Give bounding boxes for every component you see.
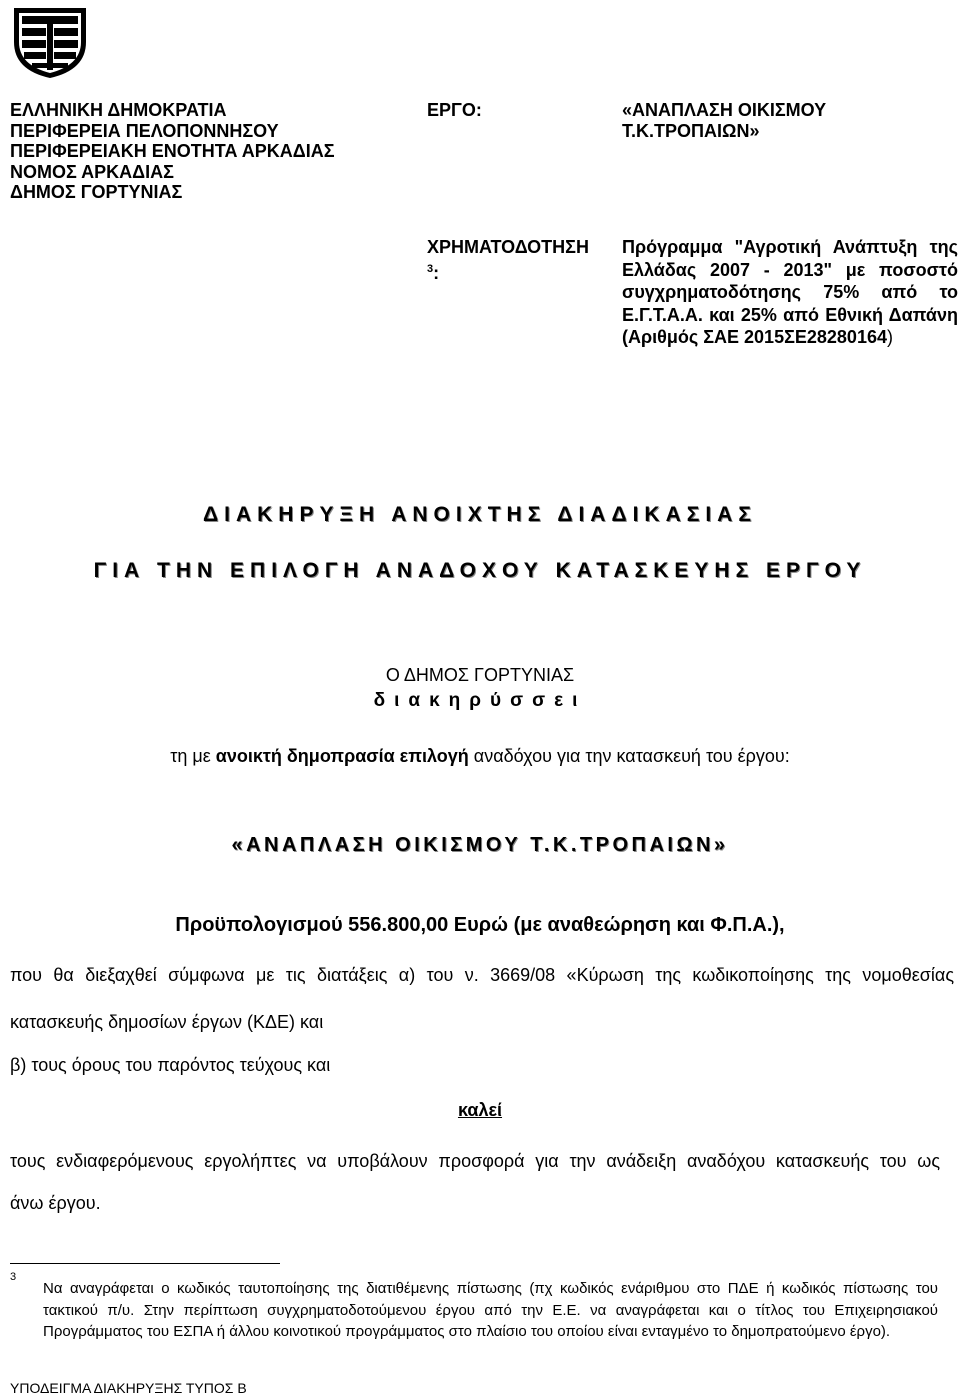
- body-paragraph: που θα διεξαχθεί σύμφωνα με τις διατάξεις α) του ν. 3669/08 «Κύρωση της κωδικοποίησης της νομοθεσίας: [10, 965, 954, 985]
- method-prefix: τη με: [170, 746, 216, 766]
- funding-description: [622, 236, 958, 349]
- funding-close-paren: ): [886, 327, 893, 348]
- issuing-authority-block: [10, 100, 335, 203]
- footnote-text: Να αναγράφεται ο κωδικός ταυτοποίησης της διατιθέμενης πίστωσης (πχ κωδικός ενάριθμου στο ΠΔΕ ή κωδικός πίστωσης του τακτικού π/υ. Στην περίπτωση συγχρηματοδοτούμενου έργου από την Ε.Ε. να αναγράφεται και ο τίτλος του Επιχειρησιακού Προγράμματος του ΕΣΠΑ ή άλλου κοινοτικού προγράμματος στο πλαίσιο του οποίου είναι ενταγμένο το δημοπρατούμενο έργο).: [43, 1280, 938, 1340]
- body-paragraph: άνω έργου.: [10, 1193, 101, 1213]
- funding-label-colon: :: [433, 263, 440, 283]
- funding-label-text: ΧΡΗΜΑΤΟΔΟΤΗΣΗ: [427, 237, 589, 257]
- document-title-line-1: ΔΙΑΚΗΡΥΞΗ ΑΝΟΙΧΤΗΣ ΔΙΑΔΙΚΑΣΙΑΣ: [203, 503, 757, 526]
- proclaims-word: διακηρύσσει: [373, 690, 587, 711]
- body-paragraph: β) τους όρους του παρόντος τεύχους και: [10, 1055, 331, 1075]
- project-label: ΕΡΓΟ:: [427, 100, 482, 120]
- authority-line: ΝΟΜΟΣ ΑΡΚΑΔΙΑΣ: [10, 161, 174, 182]
- funding-label: [427, 236, 589, 284]
- method-suffix: αναδόχου για την κατασκευή του έργου:: [468, 746, 790, 766]
- project-title: «ΑΝΑΠΛΑΣΗ ΟΙΚΙΣΜΟΥ Τ.Κ.ΤΡΟΠΑΙΩΝ»: [231, 834, 729, 856]
- body-paragraph: κατασκευής δημοσίων έργων (ΚΔΕ) και: [10, 1012, 324, 1032]
- footnote-separator: [10, 1263, 280, 1264]
- project-name-line: «ΑΝΑΠΛΑΣΗ ΟΙΚΙΣΜΟΥ: [622, 100, 827, 120]
- method-emphasis: ανοικτή δημοπρασία επιλογή: [215, 746, 469, 766]
- authority-line: ΠΕΡΙΦΕΡΕΙΑ ΠΕΛΟΠΟΝΝΗΣΟΥ: [10, 120, 279, 141]
- invites-heading: καλεί: [457, 1100, 503, 1120]
- authority-line: ΠΕΡΙΦΕΡΕΙΑΚΗ ΕΝΟΤΗΤΑ ΑΡΚΑΔΙΑΣ: [10, 141, 335, 161]
- project-name-header: [622, 100, 826, 141]
- authority-line: ΕΛΛΗΝΙΚΗ ΔΗΜΟΚΡΑΤΙΑ: [10, 100, 227, 120]
- footnote-reference: 3: [427, 263, 434, 275]
- municipality-statement: Ο ΔΗΜΟΣ ΓΟΡΤΥΝΙΑΣ: [385, 665, 575, 685]
- project-name-line: Τ.Κ.ΤΡΟΠΑΙΩΝ»: [622, 120, 760, 141]
- document-footer-name: ΥΠΟΔΕΙΓΜΑ ΔΙΑΚΗΡΥΞΗΣ ΤΥΠΟΣ Β: [10, 1380, 247, 1396]
- procedure-method: [0, 746, 960, 767]
- budget-statement: Προϋπολογισμού 556.800,00 Ευρώ (με αναθεώρηση και Φ.Π.Α.),: [175, 914, 785, 936]
- document-title-line-2: ΓΙΑ ΤΗΝ ΕΠΙΛΟΓΗ ΑΝΑΔΟΧΟΥ ΚΑΤΑΣΚΕΥΗΣ ΕΡΓΟΥ: [93, 559, 867, 582]
- body-paragraph: τους ενδιαφερόμενους εργολήπτες να υποβάλουν προσφορά για την ανάδειξη αναδόχου κατασκευής του ως: [10, 1151, 940, 1171]
- authority-line: ΔΗΜΟΣ ΓΟΡΤΥΝΙΑΣ: [10, 182, 183, 202]
- greek-coat-of-arms-emblem: [10, 2, 90, 80]
- funding-text: Πρόγραμμα "Αγροτική Ανάπτυξη της Ελλάδας 2007 - 2013" με ποσοστό συγχρηματοδότησης 75% από το Ε.Γ.Τ.Α.Α. και 25% από Εθνική Δαπάνη (Αριθμός ΣΑΕ 2015ΣΕ28280164: [622, 237, 958, 348]
- footnote-number: 3: [10, 1271, 17, 1283]
